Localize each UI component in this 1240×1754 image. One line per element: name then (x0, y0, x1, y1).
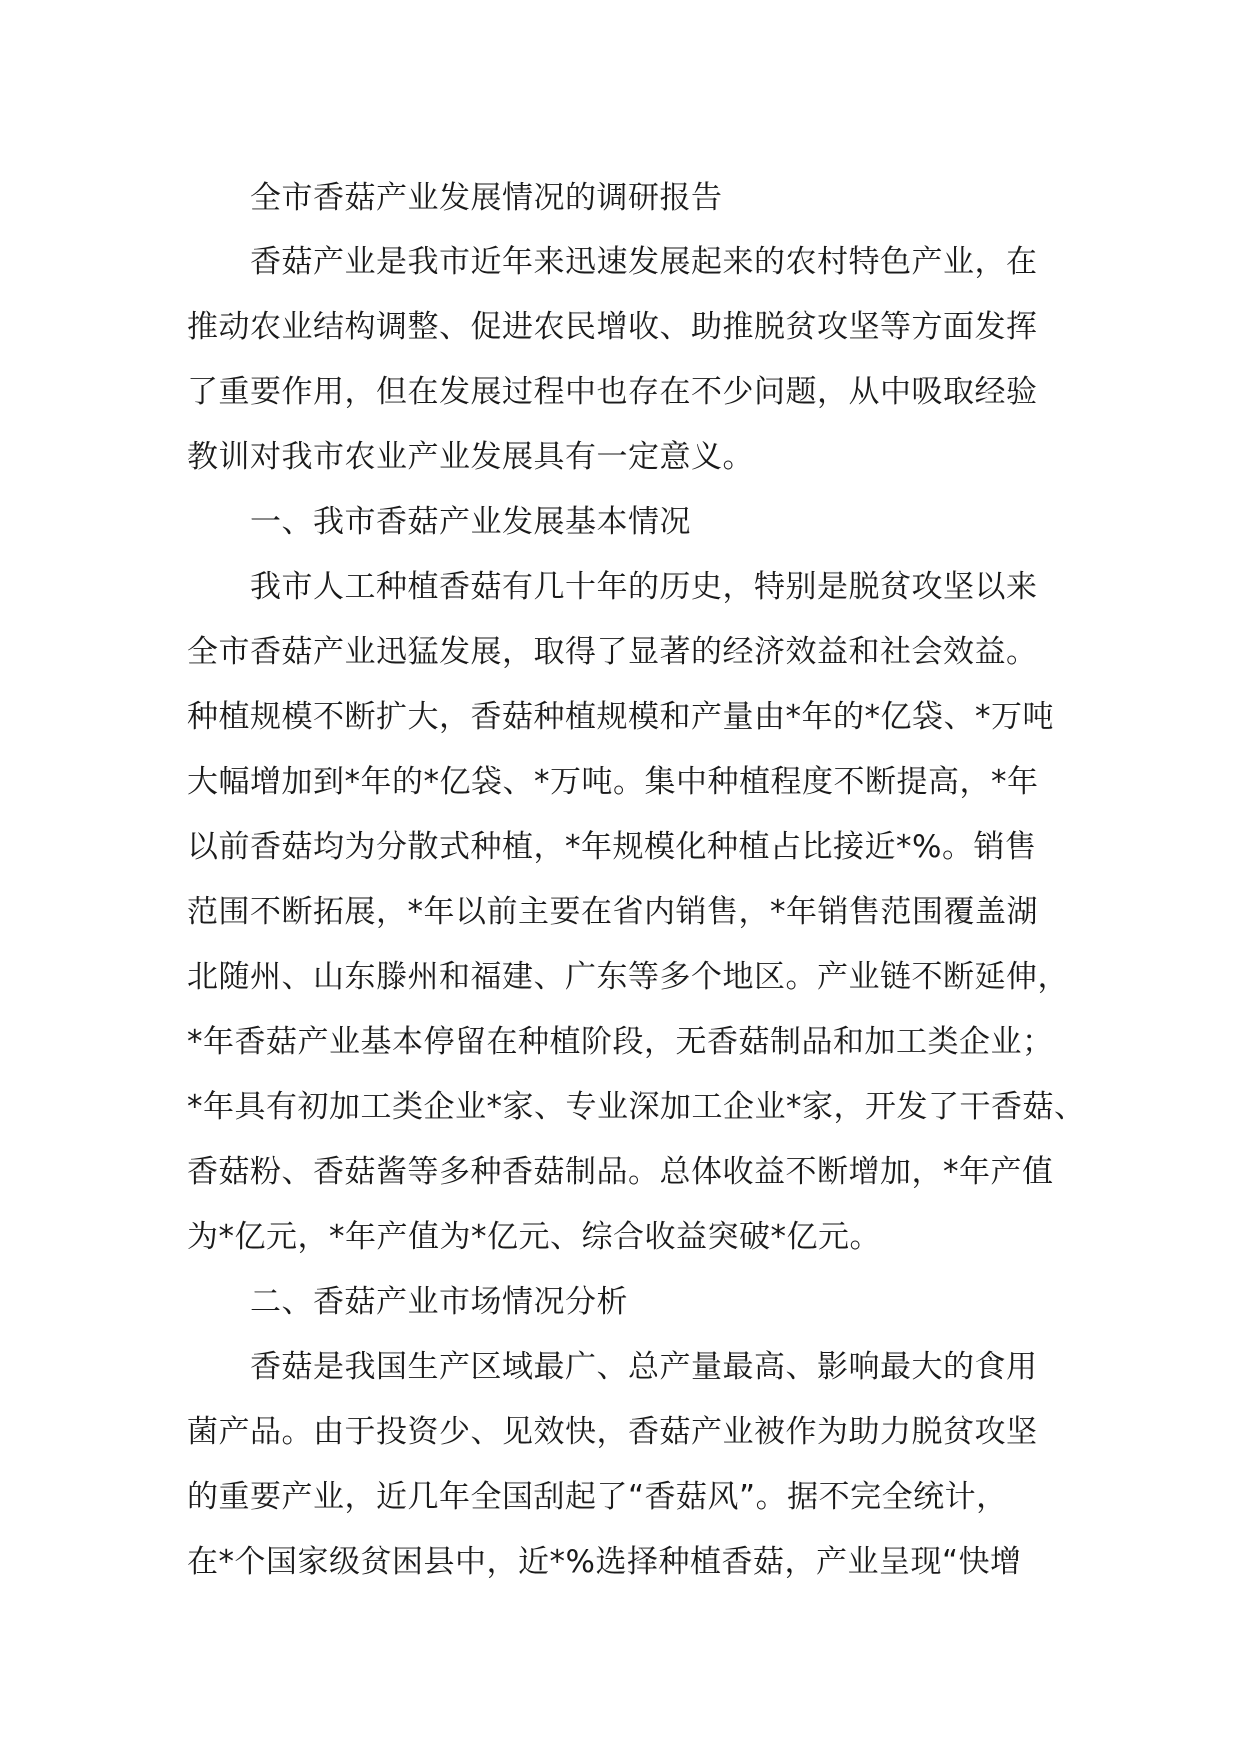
paragraph-line: 范围不断拓展，*年以前主要在省内销售，*年销售范围覆盖湖 (187, 894, 1038, 930)
paragraph-line: *年香菇产业基本停留在种植阶段，无香菇制品和加工类企业； (187, 1024, 1054, 1060)
paragraph-line: 种植规模不断扩大，香菇种植规模和产量由*年的*亿袋、*万吨 (187, 699, 1054, 735)
paragraph-line: 我市人工种植香菇有几十年的历史，特别是脱贫攻坚以来 (250, 569, 1038, 605)
paragraph-line: 菌产品。由于投资少、见效快，香菇产业被作为助力脱贫攻坚 (187, 1414, 1038, 1450)
paragraph-line: *年具有初加工类企业*家、专业深加工企业*家，开发了干香菇、 (187, 1089, 1086, 1125)
section-heading: 二、香菇产业市场情况分析 (250, 1284, 628, 1320)
paragraph-line: 香菇是我国生产区域最广、总产量最高、影响最大的食用 (250, 1349, 1038, 1385)
section-heading: 一、我市香菇产业发展基本情况 (250, 504, 691, 540)
report-title: 全市香菇产业发展情况的调研报告 (250, 180, 723, 216)
paragraph-line: 的重要产业，近几年全国刮起了“香菇风”。据不完全统计， (187, 1479, 1008, 1515)
paragraph-line: 香菇产业是我市近年来迅速发展起来的农村特色产业，在 (250, 244, 1038, 280)
paragraph-line: 香菇粉、香菇酱等多种香菇制品。总体收益不断增加，*年产值 (187, 1154, 1054, 1190)
paragraph-line: 全市香菇产业迅猛发展，取得了显著的经济效益和社会效益。 (187, 634, 1038, 670)
paragraph-line: 教训对我市农业产业发展具有一定意义。 (187, 439, 754, 475)
paragraph-line: 推动农业结构调整、促进农民增收、助推脱贫攻坚等方面发挥 (187, 309, 1038, 345)
paragraph-line: 北随州、山东滕州和福建、广东等多个地区。产业链不断延伸， (187, 959, 1069, 995)
paragraph-line: 在*个国家级贫困县中，近*%选择种植香菇，产业呈现“快增 (187, 1544, 1022, 1580)
paragraph-line: 大幅增加到*年的*亿袋、*万吨。集中种植程度不断提高，*年 (187, 764, 1039, 800)
paragraph-line: 了重要作用，但在发展过程中也存在不少问题，从中吸取经验 (187, 374, 1038, 410)
paragraph-line: 以前香菇均为分散式种植，*年规模化种植占比接近*%。销售 (187, 829, 1037, 865)
paragraph-line: 为*亿元，*年产值为*亿元、综合收益突破*亿元。 (187, 1219, 881, 1255)
